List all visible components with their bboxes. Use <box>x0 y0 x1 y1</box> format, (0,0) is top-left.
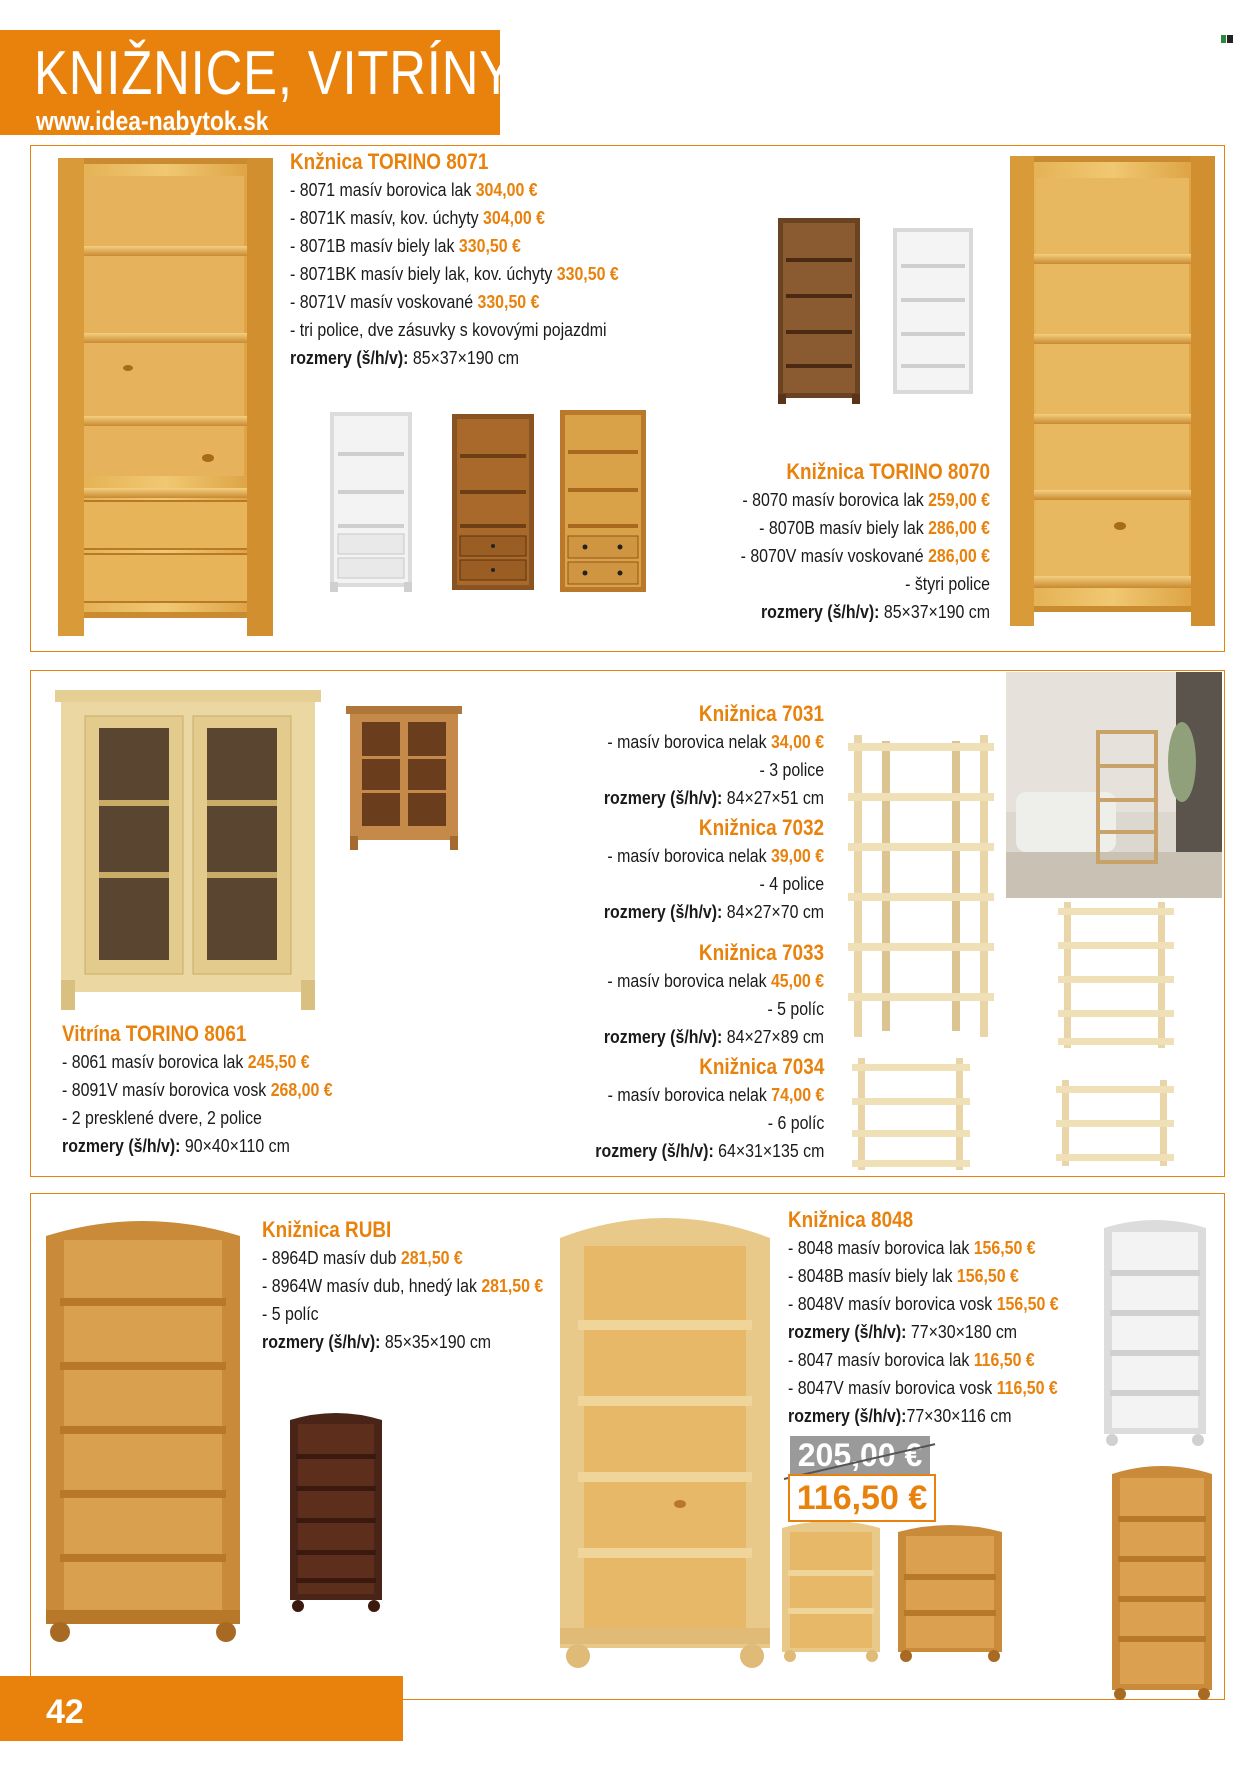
dimensions: rozmery (š/h/v): 84×27×51 cm <box>603 787 824 808</box>
dimensions: rozmery (š/h/v): 84×27×89 cm <box>603 1026 824 1047</box>
price: 281,50 € <box>481 1275 544 1296</box>
bookcase-8071-pine-image <box>58 158 273 636</box>
product-7034 <box>595 1053 824 1165</box>
price: 286,00 € <box>928 545 990 566</box>
bookcase-8047-wax-image <box>898 1522 1002 1662</box>
spec-line: - 8071B masív biely lak 330,50 € <box>290 235 521 256</box>
price: 34,00 € <box>770 731 824 752</box>
price: 330,50 € <box>556 263 619 284</box>
price: 330,50 € <box>477 291 540 312</box>
price: 116,50 € <box>973 1349 1035 1370</box>
spec-line: - 2 presklené dvere, 2 police <box>62 1107 262 1128</box>
vitrine-8061-image <box>55 690 321 1010</box>
product-title: Knižnica 7031 <box>698 701 824 726</box>
price: 304,00 € <box>475 179 538 200</box>
product-title: Knižnica 8048 <box>788 1207 914 1232</box>
product-7031 <box>604 700 824 812</box>
page-title: KNIŽNICE, VITRÍNY <box>34 39 515 108</box>
spec-line: - masív borovica nelak 45,00 € <box>607 970 824 991</box>
dimensions: rozmery (š/h/v): 64×31×135 cm <box>594 1140 824 1161</box>
price: 156,50 € <box>973 1237 1036 1258</box>
spec-line: - 5 políc <box>262 1303 319 1324</box>
price: 304,00 € <box>483 207 545 228</box>
product-title: Knižnica RUBI <box>262 1217 392 1242</box>
price: 330,50 € <box>458 235 521 256</box>
price: 116,50 € <box>996 1377 1058 1398</box>
spec-line: - 8071K masív, kov. úchyty 304,00 € <box>290 207 545 228</box>
bookcase-8070-oak-image <box>778 218 860 404</box>
price: 45,00 € <box>770 970 824 991</box>
spec-line: - 5 políc <box>767 998 824 1019</box>
bookcase-8048-white-image <box>1104 1216 1206 1446</box>
page-number: 42 <box>46 1693 84 1731</box>
spec-line: - 8964W masív dub, hnedý lak 281,50 € <box>262 1275 544 1296</box>
spec-line: - 8047V masív borovica vosk 116,50 € <box>788 1377 1058 1398</box>
price: 281,50 € <box>400 1247 463 1268</box>
bookcase-8048-wax-image <box>1112 1462 1212 1702</box>
brand-mark-icon <box>1221 35 1233 43</box>
price: 268,00 € <box>270 1079 333 1100</box>
bookcase-8071-white-image <box>330 412 412 592</box>
rubi-oak-image <box>46 1212 240 1644</box>
product-8048 <box>788 1206 1059 1430</box>
bookcase-8071-wax-image <box>560 410 646 598</box>
price: 245,50 € <box>247 1051 310 1072</box>
spec-line: - 8964D masív dub 281,50 € <box>262 1247 463 1268</box>
bookcase-8047-pine-image <box>782 1518 880 1662</box>
spec-line: - 3 police <box>759 759 824 780</box>
spec-line: - masív borovica nelak 39,00 € <box>607 845 824 866</box>
bookcase-8048-pine-image <box>560 1208 770 1672</box>
spec-line: - 6 políc <box>767 1112 824 1133</box>
product-title: Knižnica 7032 <box>698 815 824 840</box>
product-rubi <box>262 1216 543 1356</box>
spec-line: - 8070B masív biely lak 286,00 € <box>759 517 990 538</box>
dimensions: rozmery (š/h/v): 85×37×190 cm <box>290 347 520 368</box>
price: 39,00 € <box>770 845 824 866</box>
product-8070 <box>741 458 990 626</box>
spec-line: - 8071 masív borovica lak 304,00 € <box>290 179 538 200</box>
product-title: Knižnica 7033 <box>698 940 824 965</box>
bookcase-8071-oak-image <box>452 414 534 596</box>
price: 259,00 € <box>928 489 990 510</box>
website-link[interactable]: www.idea-nabytok.sk <box>36 106 269 136</box>
spec-line: - tri police, dve zásuvky s kovovými pojazdmi <box>290 319 607 340</box>
spec-line: - 8061 masív borovica lak 245,50 € <box>62 1051 310 1072</box>
shelf-7033-image <box>1058 902 1174 1048</box>
product-title: Knžnica TORINO 8071 <box>290 149 489 174</box>
old-price: 205,00 € <box>790 1436 930 1474</box>
bookcase-8070-white-image <box>893 228 973 400</box>
price: 286,00 € <box>928 517 990 538</box>
dimensions: rozmery (š/h/v): 84×27×70 cm <box>603 901 824 922</box>
product-title: Knižnica TORINO 8070 <box>786 459 990 484</box>
spec-line: - štyri police <box>905 573 990 594</box>
spec-line: - 4 police <box>759 873 824 894</box>
dimensions: rozmery (š/h/v): 85×37×190 cm <box>760 601 990 622</box>
sale-price: 116,50 € <box>788 1474 936 1522</box>
product-7032 <box>604 814 824 926</box>
bookcase-8070-pine-image <box>1010 156 1215 626</box>
product-title: Knižnica 7034 <box>698 1054 824 1079</box>
spec-line: - 8047 masív borovica lak 116,50 € <box>788 1349 1035 1370</box>
product-7033 <box>604 939 824 1051</box>
spec-line: - 8070V masív voskované 286,00 € <box>740 545 990 566</box>
product-title: Vitrína TORINO 8061 <box>62 1021 247 1046</box>
spec-line: - 8048B masív biely lak 156,50 € <box>788 1265 1019 1286</box>
room-photo-image <box>1006 672 1222 898</box>
dimensions: rozmery (š/h/v): 90×40×110 cm <box>62 1135 290 1156</box>
dimensions: rozmery (š/h/v):77×30×116 cm <box>788 1405 1012 1426</box>
price: 156,50 € <box>956 1265 1019 1286</box>
dimensions: rozmery (š/h/v): 85×35×190 cm <box>262 1331 492 1352</box>
product-8071 <box>290 148 619 372</box>
spec-line: - 8048 masív borovica lak 156,50 € <box>788 1237 1036 1258</box>
shelf-7032-image <box>852 1058 970 1170</box>
price: 74,00 € <box>770 1084 824 1105</box>
spec-line: - 8071V masív voskované 330,50 € <box>290 291 540 312</box>
shelf-7034-image <box>848 735 994 1037</box>
spec-line: - 8071BK masív biely lak, kov. úchyty 330,50 € <box>290 263 619 284</box>
rubi-brown-image <box>290 1410 382 1612</box>
dimensions: rozmery (š/h/v): 77×30×180 cm <box>788 1321 1018 1342</box>
spec-line: - masív borovica nelak 74,00 € <box>607 1084 824 1105</box>
spec-line: - 8048V masív borovica vosk 156,50 € <box>788 1293 1059 1314</box>
vitrine-8091v-image <box>346 706 462 850</box>
spec-line: - 8091V masív borovica vosk 268,00 € <box>62 1079 333 1100</box>
shelf-7031-image <box>1056 1080 1174 1166</box>
spec-line: - 8070 masív borovica lak 259,00 € <box>742 489 990 510</box>
spec-line: - masív borovica nelak 34,00 € <box>607 731 824 752</box>
product-8061 <box>62 1020 333 1160</box>
price: 156,50 € <box>996 1293 1059 1314</box>
